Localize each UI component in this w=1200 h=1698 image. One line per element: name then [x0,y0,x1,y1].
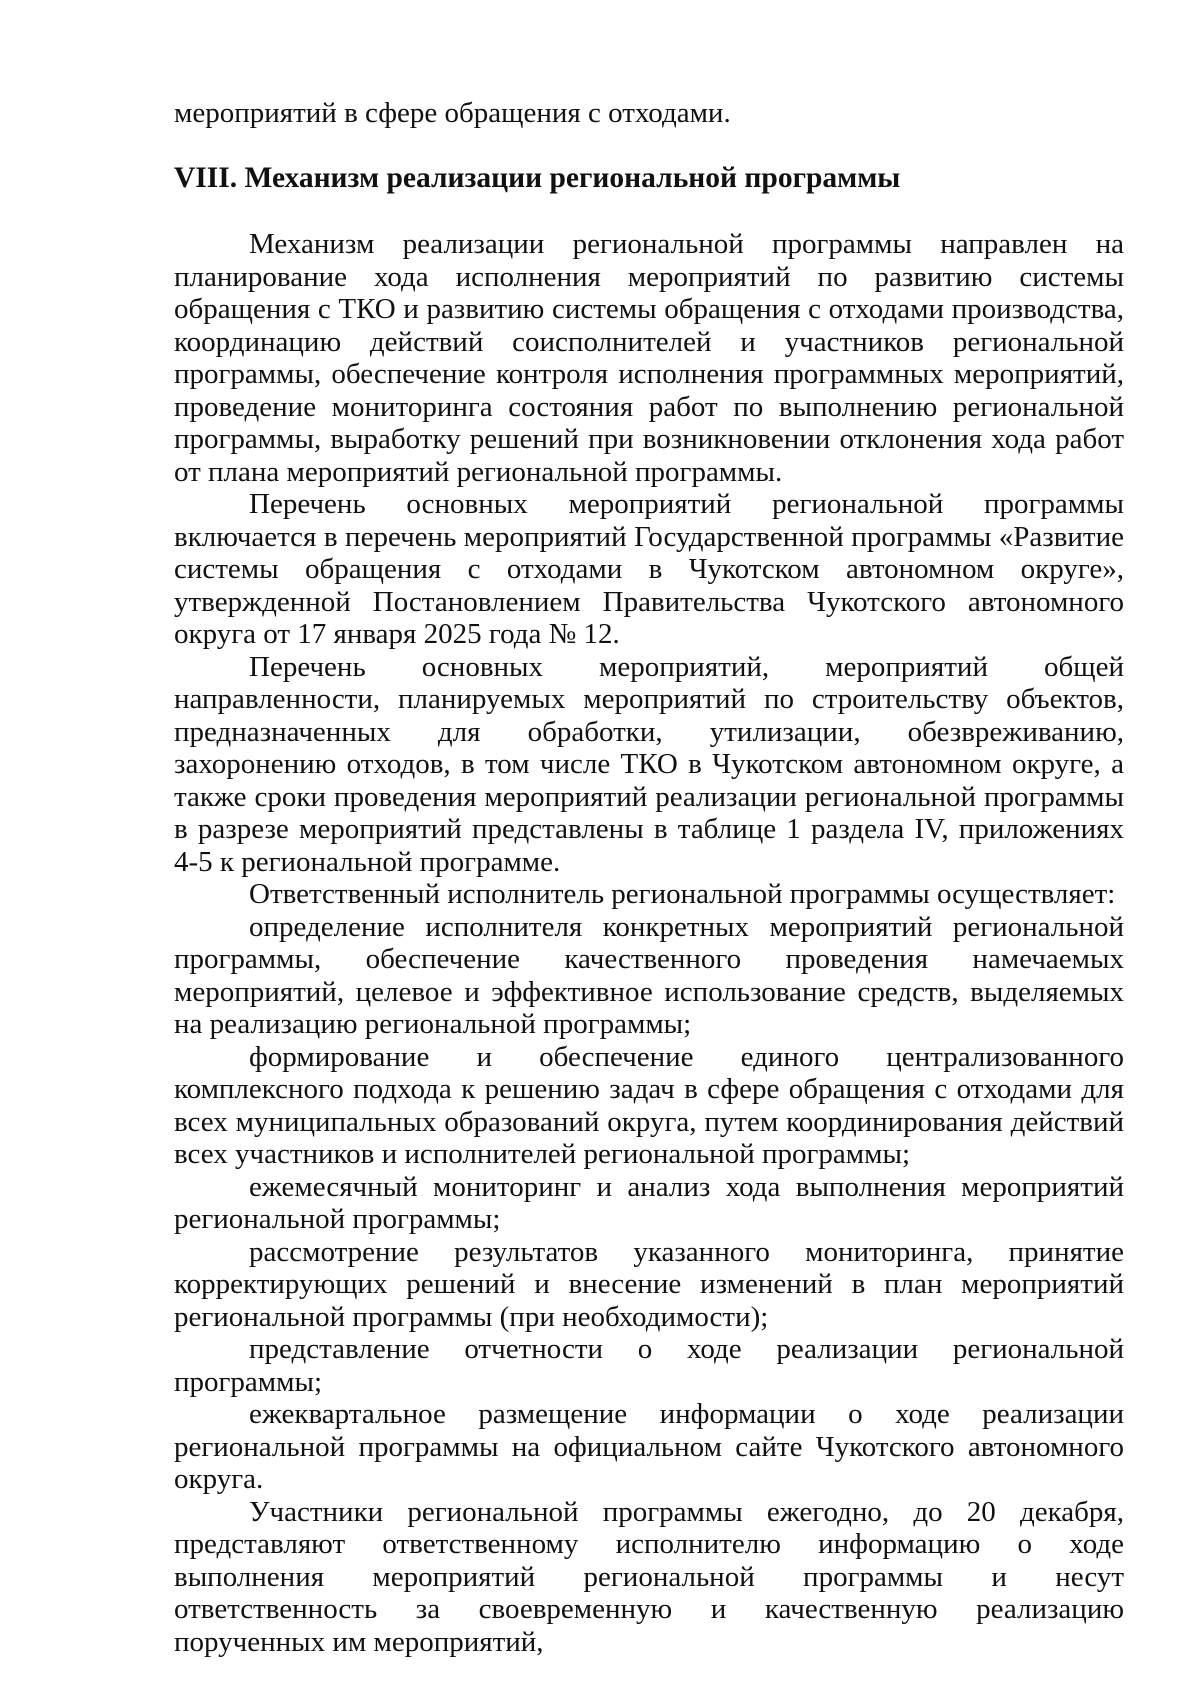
duty-monitoring: ежемесячный мониторинг и анализ хода выполнения мероприятий региональной программы; [174,1170,1124,1235]
duty-reporting: представление отчетности о ходе реализации региональной программы; [174,1333,1124,1398]
duty-definition: определение исполнителя конкретных мероприятий региональной программы, обеспечение качественного проведения намечаемых мероприятий, целевое и эффективное использование средств, выделяемых на реализацию региональной программы; [174,910,1124,1040]
section-title: VIII. Механизм реализации региональной программы [174,161,901,194]
paragraph-responsible-executor: Ответственный исполнитель региональной программы осуществляет: [249,878,1116,910]
duty-publication: ежеквартальное размещение информации о ходе реализации региональной программы на официальном сайте Чукотского автономного округа. [174,1398,1124,1495]
document-body [174,97,1124,1658]
paragraph-activities-details: Перечень основных мероприятий, мероприятий общей направленности, планируемых мероприятий по строительству объектов, предназначенных для обработки, утилизации, обезвреживанию, захоронению отходов, в том числе ТКО в Чукотском автономном округе, а также сроки проведения мероприятий реализации региональной программы в разрезе мероприятий представлены в таблице 1 раздела IV, приложениях 4-5 к региональной программе. [174,650,1124,878]
paragraph-mechanism: Механизм реализации региональной программы направлен на планирование хода исполнения мероприятий по развитию системы обращения с ТКО и развитию системы обращения с отходами производства, координацию действий соисполнителей и участников региональной программы, обеспечение контроля исполнения программных мероприятий, проведение мониторинга состояния работ по выполнению региональной программы, выработку решений при возникновении отклонения хода работ от плана мероприятий региональной программы. [174,228,1124,488]
paragraph-activities-list: Перечень основных мероприятий региональной программы включается в перечень мероприятий Государственной программы «Развитие системы обращения с отходами в Чукотском автономном округе», утвержденной Постановлением Правительства Чукотского автономного округа от 17 января 2025 года № 12. [174,488,1124,650]
duty-review: рассмотрение результатов указанного мониторинга, принятие корректирующих решений и внесение изменений в план мероприятий региональной программы (при необходимости); [174,1235,1124,1333]
duty-formation: формирование и обеспечение единого централизованного комплексного подхода к решению задач в сфере обращения с отходами для всех муниципальных образований округа, путем координирования действий всех участников и исполнителей региональной программы; [174,1040,1124,1170]
paragraph-participants: Участники региональной программы ежегодно, до 20 декабря, представляют ответственному исполнителю информацию о ходе выполнения мероприятий региональной программы и несут ответственность за своевременную и качественную реализацию порученных им мероприятий, [174,1495,1124,1658]
continuation-text: мероприятий в сфере обращения с отходами. [174,97,731,129]
